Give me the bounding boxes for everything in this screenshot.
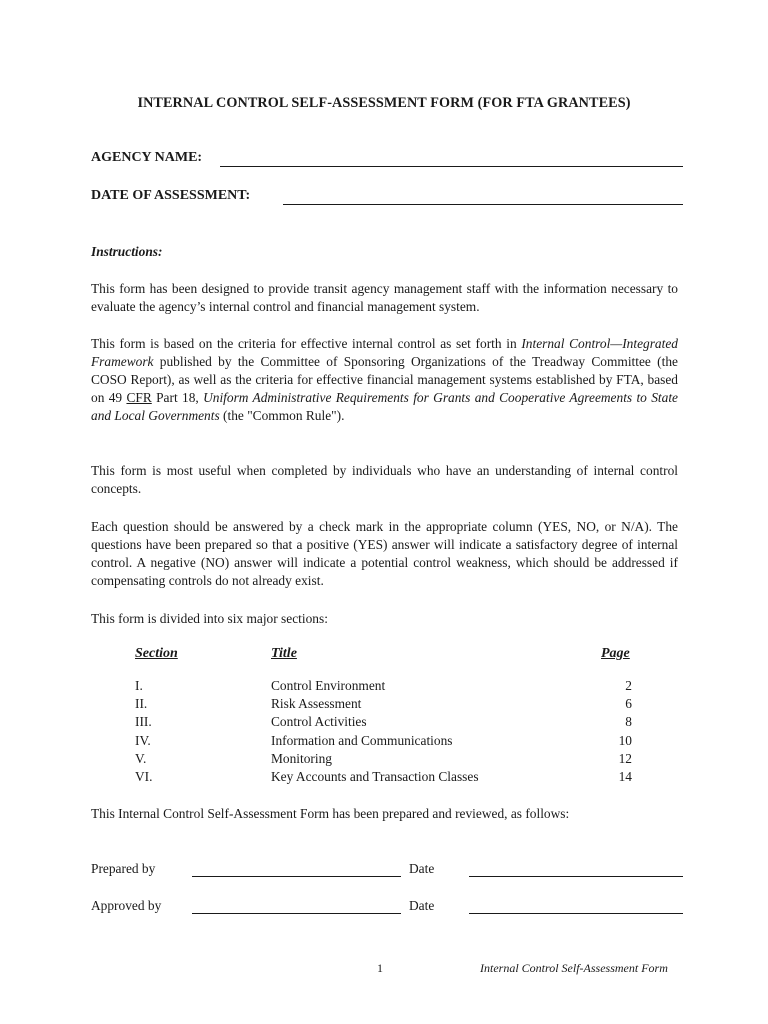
approved-by-line[interactable] <box>192 913 401 914</box>
date-of-assessment-label: DATE OF ASSESSMENT: <box>91 188 251 203</box>
table-cell-title: Information and Communications <box>271 733 453 748</box>
table-cell-title: Control Activities <box>271 714 367 729</box>
table-cell-title: Monitoring <box>271 751 333 766</box>
approved-date-label: Date <box>409 898 435 913</box>
table-cell-section: II. <box>135 696 148 711</box>
prepared-date-line[interactable] <box>469 876 683 877</box>
table-cell-section: IV. <box>135 733 151 748</box>
instructions-paragraph-3: This form is most useful when completed by individuals who have an understanding of internal control concepts. <box>91 463 678 496</box>
agency-name-label: AGENCY NAME: <box>91 150 203 165</box>
table-header-title: Title <box>271 646 297 661</box>
instructions-paragraph-4: Each question should be answered by a check mark in the appropriate column (YES, NO, or N/A). The questions have been prepared so that a positive (YES) answer will indicate a satisfactory degree of internal control. A negative (NO) answer will indicate a potential control weakness, which should be addressed if compensating controls do not already exist. <box>91 519 678 588</box>
table-header-page: Page <box>601 646 630 661</box>
table-cell-page: 10 <box>618 733 632 748</box>
footer-document-name: Internal Control Self-Assessment Form <box>480 961 668 975</box>
date-of-assessment-line[interactable] <box>283 204 683 205</box>
table-header-section: Section <box>135 646 178 661</box>
table-cell-section: I. <box>135 678 143 693</box>
agency-name-line[interactable] <box>220 166 683 167</box>
prepared-by-line[interactable] <box>192 876 401 877</box>
table-cell-page: 2 <box>625 678 632 693</box>
table-cell-page: 8 <box>625 714 632 729</box>
instructions-paragraph-2: This form is based on the criteria for effective internal control as set forth in Internal Control—Integrated Framework published by the Committee of Sponsoring Organizations of the Treadway Committee (the COSO Report), as well as the criteria for effective financial management systems established by FTA, based on 49 CFR Part 18, Uniform Administrative Requirements for Grants and Cooperative Agreements to State and Local Governments (the "Common Rule"). <box>91 336 678 423</box>
table-cell-section: V. <box>135 751 147 766</box>
table-cell-title: Control Environment <box>271 678 386 693</box>
table-cell-page: 6 <box>625 696 632 711</box>
table-cell-title: Risk Assessment <box>271 696 362 711</box>
approved-by-label: Approved by <box>91 898 162 913</box>
prepared-by-label: Prepared by <box>91 861 156 876</box>
table-cell-section: VI. <box>135 769 153 784</box>
table-cell-section: III. <box>135 714 152 729</box>
approved-date-line[interactable] <box>469 913 683 914</box>
table-cell-page: 14 <box>618 769 632 784</box>
page-title: INTERNAL CONTROL SELF-ASSESSMENT FORM (FOR FTA GRANTEES) <box>137 95 631 111</box>
instructions-paragraph-1: This form has been designed to provide transit agency management staff with the information necessary to evaluate the agency’s internal control and financial management system. <box>91 281 678 314</box>
table-cell-title: Key Accounts and Transaction Classes <box>271 769 479 784</box>
prepared-date-label: Date <box>409 861 435 876</box>
instructions-paragraph-5: This form is divided into six major sections: <box>91 611 328 626</box>
prepared-reviewed-statement: This Internal Control Self-Assessment Form has been prepared and reviewed, as follows: <box>91 806 570 821</box>
table-cell-page: 12 <box>618 751 632 766</box>
page-number: 1 <box>377 961 383 975</box>
instructions-heading: Instructions: <box>91 244 163 259</box>
